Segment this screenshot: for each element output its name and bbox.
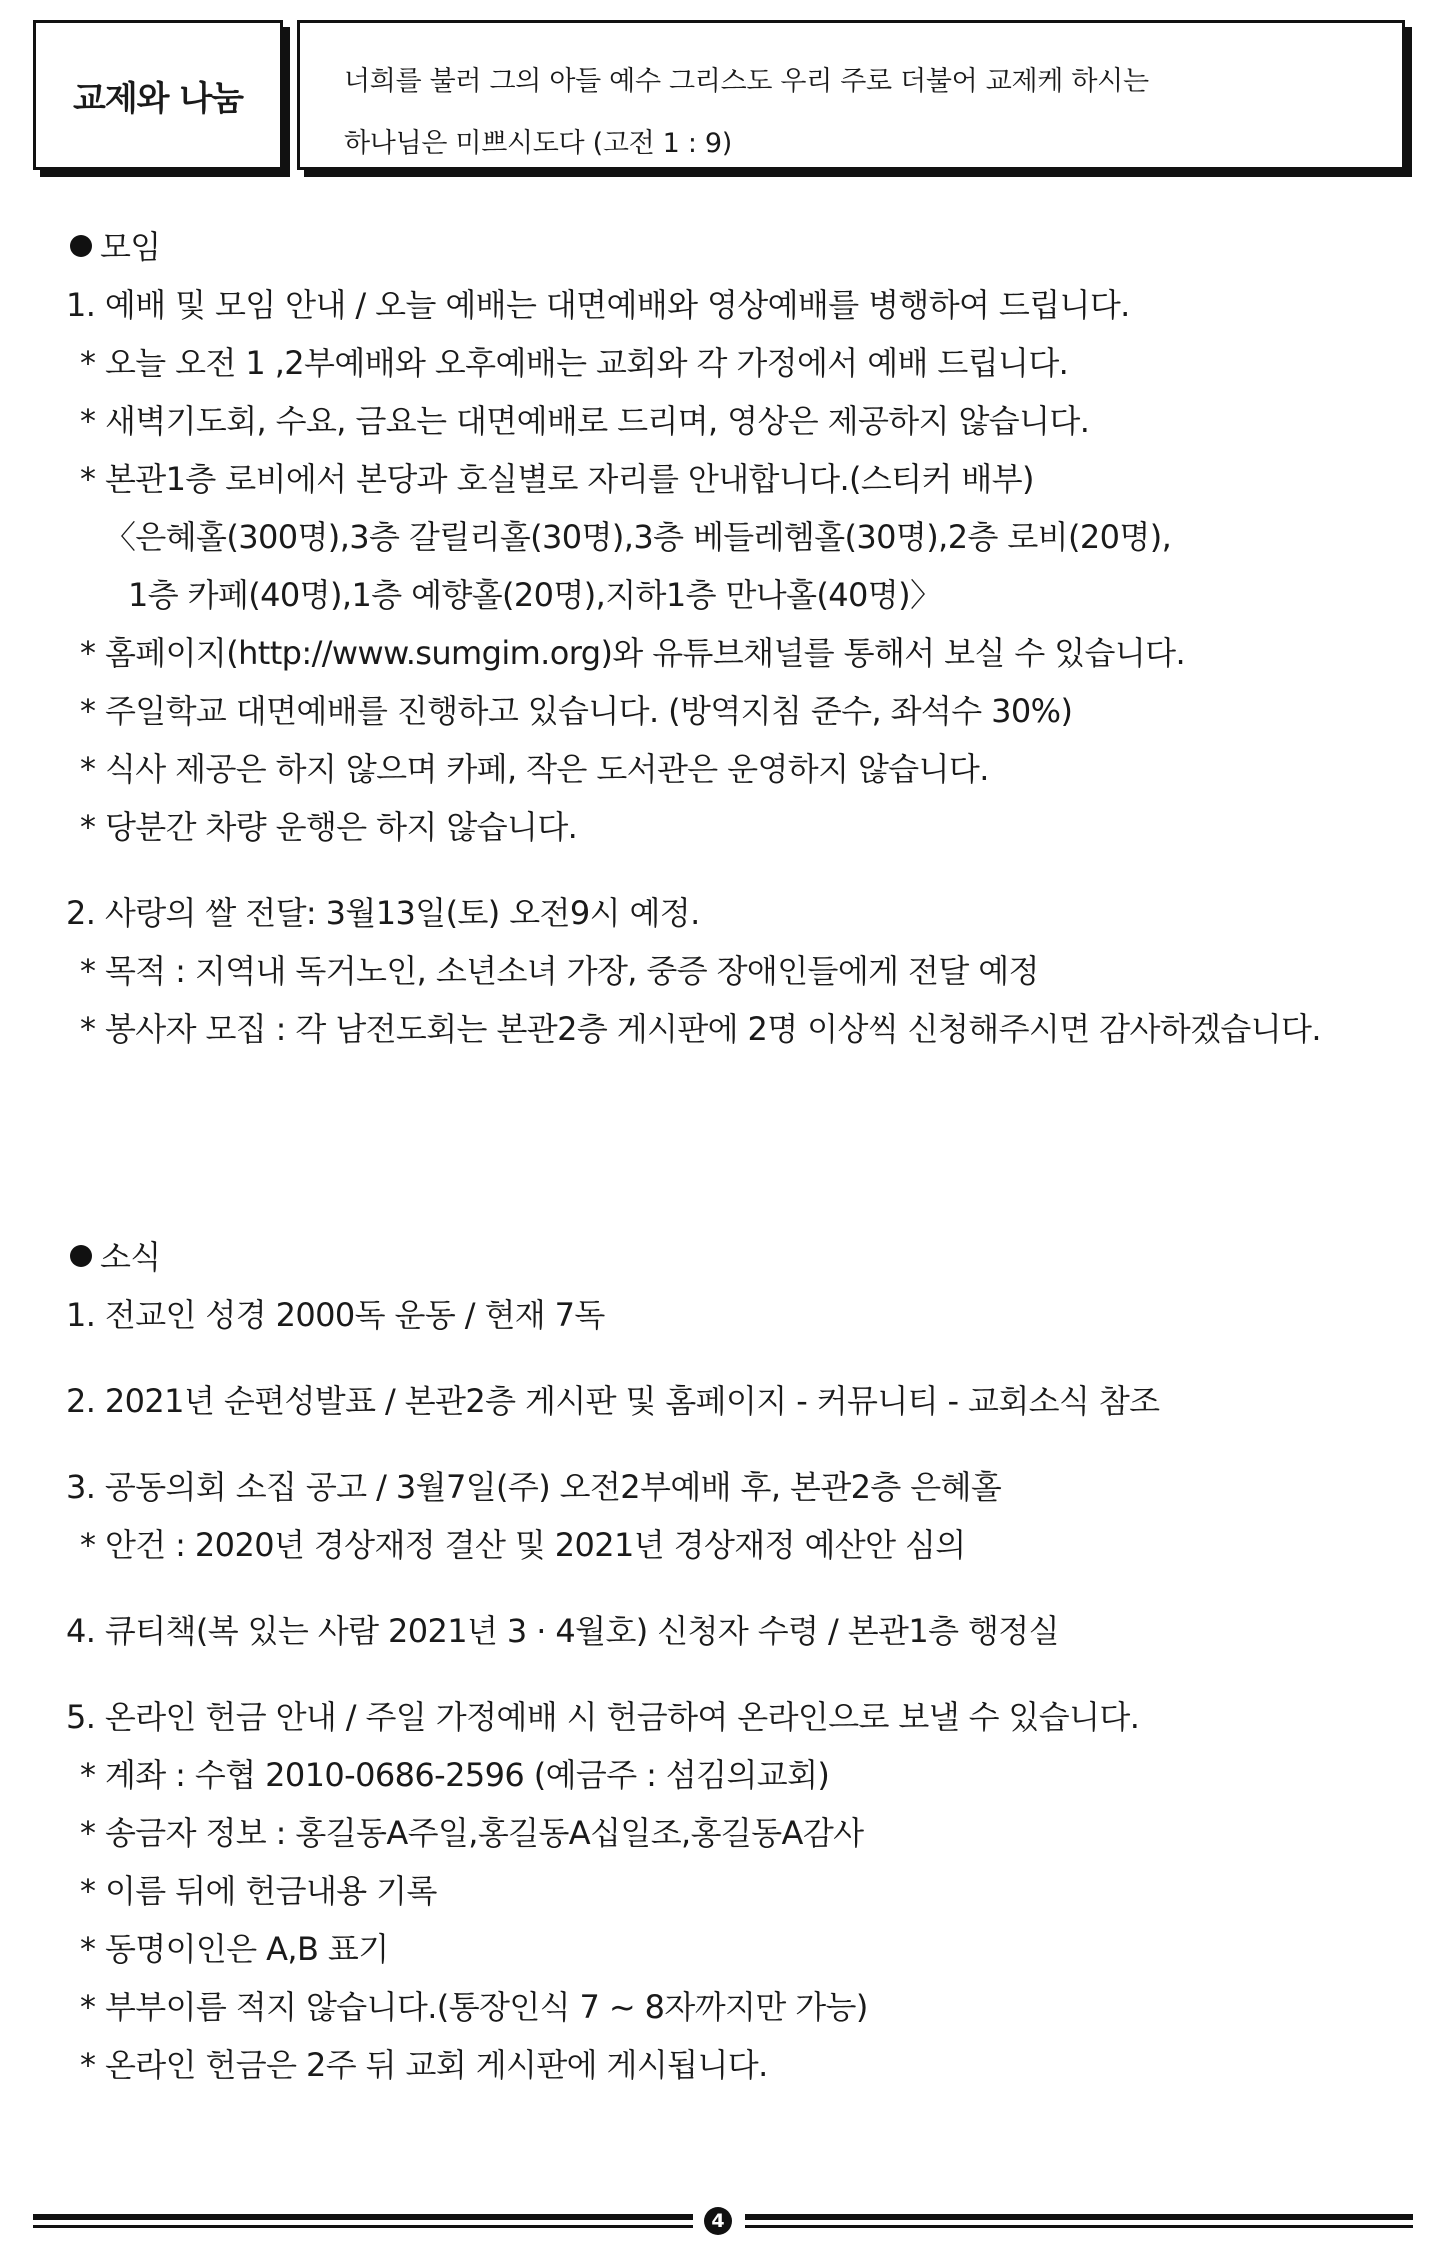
bullet-icon	[70, 235, 92, 257]
note: * 본관1층 로비에서 본당과 호실별로 자리를 안내합니다.(스티커 배부)	[80, 460, 1034, 498]
section-title-box	[33, 20, 283, 170]
header	[33, 20, 1413, 184]
note: * 부부이름 적지 않습니다.(통장인식 7 ~ 8자까지만 가능)	[80, 1988, 868, 2026]
gathering-item-2: 2. 사랑의 쌀 전달: 3월13일(토) 오전9시 예정.	[66, 894, 700, 932]
section-title: 교제와 나눔	[72, 78, 244, 119]
gathering-item-1: 1. 예배 및 모임 안내 / 오늘 예배는 대면예배와 영상예배를 병행하여 드립니다.	[66, 286, 1130, 324]
note: * 새벽기도회, 수요, 금요는 대면예배로 드리며, 영상은 제공하지 않습니다.	[80, 402, 1090, 440]
footer-rule-left	[33, 2214, 693, 2228]
room-list-line-2: 1층 카페(40명),1층 예향홀(20명),지하1층 만나홀(40명)〉	[128, 576, 942, 614]
gathering-heading: 모임	[66, 218, 1396, 276]
news-item-1: 1. 전교인 성경 2000독 운동 / 현재 7독	[66, 1296, 605, 1334]
note: * 목적 : 지역내 독거노인, 소년소녀 가장, 중증 장애인들에게 전달 예정	[80, 952, 1039, 990]
page-number-badge: 4	[704, 2207, 732, 2235]
note: * 오늘 오전 1 ,2부예배와 오후예배는 교회와 각 가정에서 예배 드립니다.	[80, 344, 1069, 382]
news-item-4: 4. 큐티책(복 있는 사람 2021년 3 · 4월호) 신청자 수령 / 본관1층 행정실	[66, 1612, 1059, 1650]
news-heading: 소식	[66, 1228, 1396, 1286]
note: * 식사 제공은 하지 않으며 카페, 작은 도서관은 운영하지 않습니다.	[80, 750, 989, 788]
note: * 봉사자 모집 : 각 남전도회는 본관2층 게시판에 2명 이상씩 신청해주시면 감사하겠습니다.	[80, 1010, 1321, 1048]
note: * 송금자 정보 : 홍길동A주일,홍길동A십일조,홍길동A감사	[80, 1814, 864, 1852]
bible-verse-box	[297, 20, 1405, 170]
bulletin-content	[66, 218, 1396, 2094]
news-item-2: 2. 2021년 순편성발표 / 본관2층 게시판 및 홈페이지 - 커뮤니티 - 교회소식 참조	[66, 1382, 1160, 1420]
note: * 이름 뒤에 헌금내용 기록	[80, 1872, 437, 1910]
footer-rule-right	[745, 2214, 1413, 2228]
note: * 홈페이지(http://www.sumgim.org)와 유튜브채널를 통해서 보실 수 있습니다.	[80, 634, 1186, 672]
note: * 온라인 헌금은 2주 뒤 교회 게시판에 게시됩니다.	[80, 2046, 768, 2084]
note: * 계좌 : 수협 2010-0686-2596 (예금주 : 섬김의교회)	[80, 1756, 830, 1794]
bullet-icon	[70, 1245, 92, 1267]
note: * 안건 : 2020년 경상재정 결산 및 2021년 경상재정 예산안 심의	[80, 1526, 966, 1564]
note: * 당분간 차량 운행은 하지 않습니다.	[80, 808, 578, 846]
news-item-3: 3. 공동의회 소집 공고 / 3월7일(주) 오전2부예배 후, 본관2층 은혜홀	[66, 1468, 1002, 1506]
news-item-5: 5. 온라인 헌금 안내 / 주일 가정예배 시 헌금하여 온라인으로 보낼 수 있습니다.	[66, 1698, 1140, 1736]
bible-verse-line-1: 너희를 불러 그의 아들 예수 그리스도 우리 주로 더불어 교제케 하시는	[344, 66, 1149, 97]
note: * 주일학교 대면예배를 진행하고 있습니다. (방역지침 준수, 좌석수 30%)	[80, 692, 1073, 730]
note: * 동명이인은 A,B 표기	[80, 1930, 389, 1968]
page-footer	[33, 2210, 1413, 2234]
room-list-line-1: 〈은혜홀(300명),3층 갈릴리홀(30명),3층 베들레헴홀(30명),2층 로비(20명),	[104, 518, 1172, 556]
bible-verse-line-2: 하나님은 미쁘시도다 (고전 1 : 9)	[344, 128, 733, 159]
